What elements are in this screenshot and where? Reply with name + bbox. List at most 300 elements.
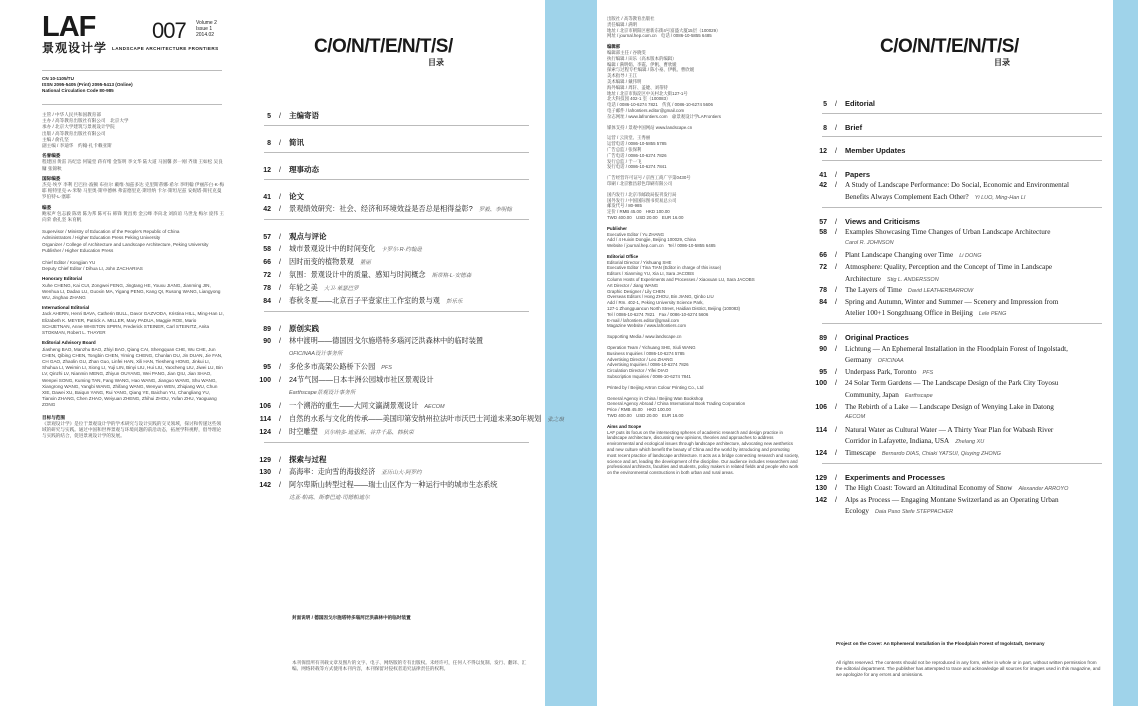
- page-number: 142: [259, 482, 271, 489]
- publisher-line: Circulation Director / Yifei DIAO: [607, 368, 669, 374]
- entry-author: Earthscape景观设计事务所: [289, 390, 356, 396]
- entry-title: Experiments and Processes: [845, 472, 946, 482]
- credit-line: 主编 / 俞孔坚: [42, 136, 69, 142]
- entry-author: Earthscape: [904, 393, 933, 399]
- page-number: 72: [263, 272, 271, 279]
- credit-line: 主管 / 中华人民共和国教育部: [42, 112, 101, 117]
- toc-entry: [808, 181, 1069, 189]
- toc-entry: [252, 244, 422, 254]
- slash-separator: /: [835, 474, 837, 482]
- toc-entry: [808, 298, 1058, 306]
- slash-separator: /: [279, 482, 281, 489]
- toc-entry: [252, 467, 422, 477]
- credit-line: 国际编委: [42, 175, 61, 181]
- entry-title: Member Updates: [845, 146, 906, 156]
- slash-separator: /: [835, 450, 837, 457]
- page-number: 129: [259, 457, 271, 464]
- entry-author: Lele PENG: [978, 311, 1007, 318]
- toc-entry: [808, 228, 1050, 236]
- slash-separator: /: [279, 403, 281, 410]
- credit-line: Administrators / Higher Education Press Peking University: [42, 235, 161, 241]
- page-number: 41: [263, 194, 271, 201]
- toc-entry-continued: [845, 309, 1006, 317]
- slash-separator: /: [279, 246, 281, 253]
- entry-title: Underpass Park, Toronto: [845, 367, 917, 376]
- publisher-line: Column Hosts of Experiments and Processes / Xiaoxuan LU, Sara JACOBS: [607, 277, 755, 283]
- toc-entry: [252, 270, 471, 280]
- section-divider: [264, 152, 529, 153]
- slash-separator: /: [835, 380, 837, 388]
- page-number: 100: [815, 380, 827, 388]
- toc-section-heading: [808, 170, 870, 179]
- publisher-line: Art Director / Jiang WANG: [607, 282, 659, 288]
- publisher-line: 邮发代号 / 80-985: [607, 203, 642, 209]
- publisher-line: LAF puts its focus on the intersecting spheres of academic research and design practice in landscape architecture, discussing new opinions, theories and approaches to address environmental and ecological issues through landscape architecture, advocating new aesthetics and new culture which benefit the beauty of China and the world by introducing and promoting most recent practice of landscape architecture. It acts as a bridge connecting research and society, science and art, leading the development of the discipline. Our audience includes researchers and professional architects, faculties and students, policy makers in related fields and people who work on the environmental constructions in both urban and rural areas.: [607, 429, 799, 476]
- credit-line: Chief Editor / Kongjian YU: [42, 260, 96, 266]
- credit-line: 名誉编委: [42, 153, 61, 159]
- contents-heading: C/O/N/T/E/N/T/S/: [880, 36, 1019, 57]
- publisher-line: 运营电话 / 0086-10-5855 5785: [607, 141, 667, 147]
- entry-title: The Rebirth of a Lake — Landscape Design of Wenying Lake in Datong: [845, 402, 1054, 411]
- page-number: 42: [819, 182, 827, 190]
- entry-author: Stig L. ANDERSSON: [886, 276, 939, 283]
- credit-line: 主办 / 高等教育出版社有限公司 北京大学: [42, 118, 129, 124]
- page-number: 57: [263, 234, 271, 241]
- page-number: 84: [263, 298, 271, 305]
- slash-separator: /: [835, 171, 837, 179]
- toc-entry: [252, 480, 497, 490]
- entry-title: Examples Showcasing Time Changes of Urban Landscape Architecture: [845, 228, 1051, 237]
- page-number: 106: [815, 403, 827, 411]
- page-number: 41: [819, 171, 827, 179]
- publisher-line: TWD 400.00 USD 20.00 EUR 16.00: [607, 214, 684, 220]
- slash-separator: /: [279, 338, 281, 345]
- entry-author: Bernardo DIAS, Chiaki YATSUI, Qiuying ZHONG: [881, 451, 1001, 457]
- publisher-line: Editorial Director / Yishuang SHE: [607, 259, 672, 265]
- page-number: 106: [259, 403, 271, 410]
- toc-entry: [808, 449, 1001, 457]
- publisher-line: 北大科技园 402-1 室（100083）: [607, 96, 671, 102]
- publisher-line: 出版社 / 高等教育出版社: [607, 16, 655, 21]
- publisher-line: Tel / 0086-10-6274 7821 Fax / 0086-10-6274 5606: [607, 311, 709, 317]
- publisher-line: Website / journal.hep.com.cn Tel / 0086-10-5855 6485: [607, 243, 716, 249]
- masthead-credits: [42, 112, 224, 439]
- entry-title: 氛围：景观设计中的质量、感知与时间概念: [289, 270, 426, 279]
- toc-entry: [808, 496, 1059, 504]
- entry-author: Zhelang XU: [955, 439, 985, 446]
- entry-title: 春秋冬夏——北京百子平壹家庄工作室的景与观: [289, 296, 440, 305]
- credit-line: Supervisor / Ministry of Education of the People's Republic of China: [42, 229, 180, 235]
- slash-separator: /: [835, 426, 837, 434]
- contents-subheading: 目录: [428, 58, 444, 67]
- entry-title: 观点与评论: [289, 232, 327, 241]
- entry-title: Alps as Process — Engaging Montane Switzerland as an Operating Urban: [845, 495, 1059, 504]
- publisher-line: 127-1 Zhongguancun North Street, Haidian District, Beijing (100083): [607, 306, 741, 312]
- slash-separator: /: [279, 259, 281, 266]
- publisher-line: 媒体支持 / 景观中国网站 www.landscape.cn: [607, 124, 693, 130]
- section-divider: [822, 463, 1102, 464]
- toc-section-heading: [252, 231, 327, 242]
- toc-entry: [808, 263, 1052, 271]
- toc-entry: [808, 484, 1068, 492]
- contents-heading: C/O/N/T/E/N/T/S/: [314, 36, 453, 57]
- toc-entry-continued: [845, 507, 953, 515]
- entry-title-line2: Atelier 100+1 Songzhuang Office in Beijing: [845, 309, 973, 318]
- page-number: 5: [823, 101, 827, 108]
- toc-entry-continued: [289, 493, 370, 501]
- entry-title: Natural Water as Cultural Water — A Thirty Year Plan for Wabash River: [845, 425, 1054, 434]
- entry-author: 张之琅: [547, 417, 564, 423]
- publisher-line: 广告总监 / 张保利: [607, 146, 642, 152]
- toc-section-heading: [252, 137, 304, 148]
- publisher-line: Price / RMB 45.00 HKD 100.00: [607, 407, 671, 413]
- publisher-line: 发行电话 / 0086-10-6274 7841: [607, 164, 667, 170]
- slash-separator: /: [279, 167, 281, 174]
- publisher-line: Executive Editor / Yu ZHANG: [607, 231, 665, 237]
- contents-subheading: 目录: [994, 58, 1010, 67]
- slash-separator: /: [835, 298, 837, 306]
- publisher-line: Business Inquiries / 0086-10-6274 5785: [607, 350, 685, 356]
- toc-entry: [252, 296, 462, 306]
- toc-entry-continued: [845, 240, 894, 246]
- toc-entry: [808, 345, 1068, 353]
- publisher-line: 网址 / journal.hep.com.cn 电话 / 0086-10-5855 6485: [607, 33, 712, 39]
- slash-separator: /: [279, 298, 281, 305]
- toc-entry: [252, 375, 434, 385]
- slash-separator: /: [835, 182, 837, 190]
- page-number: 78: [819, 287, 827, 295]
- copyright-note: All rights reserved. The contents should not be reproduced in any form, either in whole or in part, without written permission from the editorial department. The publisher has attempted to trace and acknowledge all sources for images used in this magazine, and we apologize for any errors and omissions.: [836, 660, 1101, 678]
- slash-separator: /: [279, 377, 281, 384]
- entry-title-line2: Benefits Always Complement Each Other?: [845, 193, 969, 201]
- blue-margin-right: [1113, 0, 1138, 706]
- section-divider: [264, 442, 529, 443]
- publisher-line: Subscription Inquiries / 0086-10-6274 7841: [607, 374, 691, 380]
- publisher-info: [607, 16, 799, 476]
- slash-separator: /: [279, 416, 281, 423]
- publisher-line: General Agency in China / Beijing Wan Bookshop: [607, 395, 704, 401]
- entry-title-line2: Corridor in Lafayette, Indiana, USA: [845, 437, 950, 446]
- slash-separator: /: [279, 457, 281, 464]
- credit-line: 副主编 / 李迪华 约翰·扎卡赖亚斯: [42, 143, 112, 149]
- publisher-line: E-mail / lafrontiers.editor@gmail.com: [607, 317, 680, 323]
- publisher-line: 地址 / 北京市朝阳区惠新东街4号富盛大厦15层（100029）: [607, 27, 721, 33]
- toc-section-heading: [252, 454, 327, 465]
- publisher-line: 国外发行 / 中国国际图书贸易总公司: [607, 197, 677, 203]
- slash-separator: /: [835, 264, 837, 271]
- credit-line: Jack AHERN, Henri BAVA, Catherin BULL, Davor GAZVODA, Kristina HILL, Ming-Han LI, Elizabeth K. MEYER, Patrick A. MILLER, Mary PADUA, Maggie ROE, Mario SCHJETNAN, Anne WHISTON SPIRN, Frederick STEINER, Carl STEINITZ, Anita STOKMAN, Robert L. THAYER: [42, 311, 224, 336]
- credit-line: Editorial Advisory Board: [42, 340, 96, 346]
- entry-author: 达亚·帕高、斯泰巴迪·司德帕迪尔: [289, 495, 370, 501]
- toc-entry-continued: [289, 388, 355, 396]
- page-number: 89: [263, 326, 271, 333]
- entry-author: 董丽: [359, 260, 371, 266]
- entry-title: 时空雕塑: [289, 427, 318, 436]
- publisher-line: Editors / Xianming YU, Xia LI, Sara JACOBS: [607, 271, 695, 277]
- slash-separator: /: [835, 485, 837, 493]
- credit-line: 《景观设计学》是位于景观设计学的学术研究与设计实践的交叉领域，探讨和传递这些领域的研究与实践。通过中国和世界景观与环境问题的前沿动态，拓展学科视野，倡导理论与实践的结合，促进景观设计学的发展。: [42, 420, 222, 439]
- page-number: 130: [815, 485, 827, 493]
- publisher-line: Magazine Website / www.lafrontiers.com: [607, 323, 686, 329]
- publisher-line: 国内发行 / 北京市邮政局报刊发行局: [607, 191, 677, 197]
- entry-author: 罗毅、李明翰: [478, 207, 512, 213]
- entry-author: OFICINAA: [877, 358, 904, 365]
- entry-author: Li DONG: [959, 253, 982, 260]
- entry-author: 亚历山大·阿罗约: [381, 470, 422, 476]
- slash-separator: /: [279, 113, 281, 120]
- toc-entry: [252, 414, 564, 424]
- entry-title: Editorial: [845, 99, 876, 108]
- page-number: 57: [819, 218, 827, 226]
- page-number: 124: [259, 429, 271, 436]
- entry-title: 多伦多市高架公路桥下公园: [289, 362, 376, 371]
- entry-author: 大卫·莱瑟巴罗: [323, 286, 359, 292]
- divider: [42, 70, 222, 71]
- publisher-line: 印刷 / 北京雅昌彩色印刷有限公司: [607, 180, 673, 186]
- toc-entry-continued: [845, 193, 1025, 201]
- cover-note: 封面说明 / 德国因戈尔施塔特多瑙河泛洪森林中的临时装置: [292, 615, 411, 620]
- publisher-line: 发行总监 / 于一飞: [607, 158, 642, 164]
- toc-entry: [252, 257, 371, 267]
- entry-title: A Study of Landscape Performance: Do Social, Economic and Environmental: [845, 181, 1069, 190]
- credit-line: 编委: [42, 204, 52, 210]
- slash-separator: /: [835, 148, 837, 156]
- slash-separator: /: [835, 101, 837, 108]
- entry-author: 彭乐乐: [445, 299, 463, 305]
- toc-section-heading: [252, 164, 319, 175]
- credit-line: 鲍家声 包志毅 陈勇 陈为邦 陈可石 韩锋 黄昌勇 金云峰 李向北 刘滨谊 马世龙 梅尔 庞伟 王向荣 俞孔坚 朱育帆: [42, 210, 224, 223]
- publisher-line: 责任编辑 / 满明: [607, 21, 638, 27]
- publisher-line: Overseas Editors / Hong ZHOU, Bin JIANG, Qinbo LIU: [607, 294, 714, 300]
- publisher-line: Publisher: [607, 225, 628, 231]
- contents-page-chinese: [238, 0, 564, 706]
- toc-section-heading: [808, 123, 862, 132]
- toc-section-heading: [808, 473, 945, 482]
- publisher-line: 定价 / RMB 45.00 HKD 100.00: [607, 209, 670, 215]
- slash-separator: /: [835, 218, 837, 226]
- toc-section-heading: [252, 110, 319, 121]
- logo: LAF: [42, 11, 96, 43]
- issue-number: 007: [152, 18, 186, 43]
- section-divider: [822, 207, 1102, 208]
- slash-separator: /: [279, 469, 281, 476]
- slash-separator: /: [835, 124, 837, 132]
- credit-line: Organizer / College of Architecture and Landscape Architecture, Peking University: [42, 241, 209, 247]
- entry-author: Alexander ARROYO: [1018, 486, 1069, 493]
- entry-title: Spring and Autumn, Winter and Summer — Scenery and Impression from: [845, 297, 1059, 306]
- publisher-line: 杂志网址 / www.lafrontiers.com @景观设计学LAFrontiers: [607, 113, 721, 119]
- page-number: 142: [815, 496, 827, 504]
- publisher-line: 编辑 / 满明娟、李霞、伊帆、曹欣媛: [607, 61, 677, 67]
- entry-author: Daia Paso Stefe STEPPACHER: [874, 509, 954, 516]
- slash-separator: /: [835, 252, 837, 260]
- registration: [42, 76, 224, 95]
- entry-author: David LEATHERBARROW: [907, 288, 974, 295]
- slash-separator: /: [835, 403, 837, 411]
- page-number: 129: [815, 474, 827, 482]
- english-title: LANDSCAPE ARCHITECTURE FRONTIERS: [112, 46, 219, 51]
- credit-line: 出版 / 高等教育出版社有限公司: [42, 130, 106, 136]
- entry-author: AECOM: [424, 404, 445, 410]
- publisher-line: General Agency Abroad / China International Book Trading Corporation: [607, 401, 746, 407]
- publisher-line: Add / 4 Huixin Dongjie, Beijing 100029, China: [607, 237, 696, 243]
- entry-title: Atmosphere: Quality, Perception and the Concept of Time in Landscape: [845, 263, 1053, 271]
- page-number: 12: [819, 148, 827, 156]
- page-number: 8: [823, 124, 827, 132]
- slash-separator: /: [279, 206, 281, 213]
- toc-entry: [252, 283, 359, 293]
- entry-title: Timescape: [845, 449, 876, 457]
- section-divider: [822, 323, 1102, 324]
- toc-entry: [252, 362, 392, 372]
- entry-title-line2: Germany: [845, 356, 872, 365]
- blue-margin-left: [545, 0, 597, 706]
- entry-title: 因时而变的植物景观: [289, 257, 354, 266]
- toc-entry: [808, 368, 933, 376]
- entry-title-line2: Ecology: [845, 507, 869, 516]
- page-number: 5: [267, 113, 271, 120]
- publisher-line: Advertising Director / Leo ZHANG: [607, 356, 673, 362]
- credit-line: Jiasheng BAO, Manzhu BAO, Zhiyi BAO, Qiang CAI, Shengquan CHE, Wu CHE, Jun CHEN, Qibing CHEN, Tongbin CHEN, Yiming CHENG, Chunlan DU, Jin DUAN, Jie FAN, CH GAO, Zhaolin GU, Zhan Guo, Linfei HAN, Xili HAN, Tiesheng HONG, Jinkui LI, Shuhua LI, Weimin LI, Xiong LI, Yuji LIN, Binyi LIU, Hui LIU, Yaocheng LIU, Jiwei LU, Bin LV, Qinzhi LV, Nianmin MENG, Zhiyun OUYANG, Wei PANG, Jian QIU, Jian SHAO, Wenpei SONG, Kuming TAN, Fang WANG, Hao WANG, Jianguo WANG, Shu WANG, Xiangrong WANG, Yangbi WANG, Zhifang WANG, Wenyun WEN, Zhiqiang WU, Chun XIE, Dawei XU, Baiqun YANG, Rui YANG, Qiang YE, Baichun YU, Changliang YU, Tianxin ZHANG, Chen ZHAO, Weiyuan ZHENG, Zhihui ZHOU, Yufan ZHU, Yaoguang ZONG: [42, 346, 223, 408]
- page-number: 66: [819, 252, 827, 260]
- slash-separator: /: [835, 496, 837, 504]
- toc-entry: [808, 403, 1054, 411]
- toc-entry: [808, 426, 1053, 434]
- logo-subtitle: 景观设计学: [42, 41, 108, 55]
- page-number: 100: [259, 377, 271, 384]
- credit-line: Honorary Editorial: [42, 276, 83, 282]
- page-number: 78: [263, 285, 271, 292]
- page-number: 95: [263, 364, 271, 371]
- entry-title: 城市景观设计中的时间变化: [289, 244, 376, 253]
- publisher-line: 广告经营许可证号 / 京西工商广字第0430号: [607, 175, 691, 181]
- masthead-column: [0, 0, 238, 706]
- toc-section-heading: [808, 217, 920, 226]
- toc-entry: [808, 286, 973, 294]
- section-divider: [264, 179, 529, 180]
- entry-author: 卡罗尔·R·约翰逊: [381, 247, 422, 253]
- credit-line: 目标与范围: [42, 414, 65, 420]
- publisher-line: 广告电话 / 0086-10-6274 7826: [607, 152, 667, 158]
- page-number: 114: [815, 426, 827, 434]
- page-number: 90: [819, 345, 827, 353]
- toc-entry: [808, 379, 1058, 387]
- publisher-line: Add / Rm. 402-1, Peking University Science Park,: [607, 300, 704, 306]
- entry-title: The High Coast: Toward an Altitudinal Economy of Snow: [845, 484, 1013, 493]
- toc-entry-continued: [845, 391, 933, 399]
- publisher-line: Graphic Designer / Lily CHEN: [607, 288, 666, 294]
- publisher-line: 运营 / 云顶堂、王秀丽: [607, 135, 651, 141]
- entry-title: 论文: [289, 192, 304, 201]
- section-divider: [822, 113, 1102, 114]
- page-number: 58: [819, 229, 827, 237]
- entry-title: 探索与过程: [289, 455, 327, 464]
- publisher-line: 地址 / 北京市海淀区中关村北大街127-1号: [607, 90, 688, 96]
- page-number: 42: [263, 206, 271, 213]
- volume: Volume 2: [196, 20, 217, 26]
- slash-separator: /: [835, 229, 837, 237]
- entry-author: PFS: [922, 369, 934, 376]
- entry-author: Yi LUO, Ming-Han LI: [974, 195, 1026, 201]
- publisher-line: 探索与过程专栏编辑 / 陈小豪、伊帆、曹欣媛: [607, 67, 695, 73]
- section-divider: [822, 136, 1102, 137]
- entry-title: 阿尔卑斯山转型过程——瑞士山区作为一种运行中的城市生态系统: [289, 480, 498, 489]
- entry-title: Original Practices: [845, 333, 909, 342]
- page-number: 89: [819, 335, 827, 342]
- entry-title: Lichtung — An Ephemeral Installation in the Floodplain Forest of Ingolstadt,: [845, 344, 1068, 353]
- volume-info: [196, 20, 217, 38]
- page-number: 90: [263, 338, 271, 345]
- publisher-line: 海外编辑 / 周轩、盖婕、刘蒂特: [607, 84, 668, 90]
- toc-entry: [252, 204, 512, 214]
- credit-line: Publisher / Higher Education Press: [42, 247, 114, 253]
- publisher-line: 执行编辑 / 田乐（高本版本的编辑）: [607, 55, 677, 61]
- section-divider: [822, 160, 1102, 161]
- entry-author: OFICINAA设计事务所: [289, 351, 343, 357]
- toc-entry-continued: [845, 414, 865, 420]
- toc-entry: [252, 401, 445, 411]
- credit-line: Xuhe CHENG, Kai CUI, Zongwei FENG, Jingtang HE, Youxu JIANG, Jianming JIN, Wenhua LI, Dadao LU, Guoxin MA, Yigang PENG, Kang QI, Rusong WANG, Liangyong WU, Jinghao ZHANG: [42, 282, 221, 301]
- divider: [42, 104, 222, 105]
- entry-title: 简讯: [289, 138, 304, 147]
- credit-line: 杰克·埃亨 李利 巴巴拉·波顿 布拉尔 戴维·加兹多达 克里斯蒂娜·希尔 李明翰 伊丽莎白·K·梅耶 帕特里克·A·米勒 马里奥·斯申德林 弗雷德里克·斯坦纳 卡尔·斯坦尼兹 安妮塔·斯托克曼 罗伯特·L·塞耶: [42, 182, 224, 200]
- entry-author: 贝尔纳多·迪亚斯、谷井千晶、韩秋荣: [323, 430, 414, 436]
- entry-title: 年轮之美: [289, 283, 318, 292]
- cover-note: Project on the Cover: An Ephemeral Installation in the Floodplain Forest of Ingolstadt, Germany: [836, 641, 1045, 646]
- entry-title: Plant Landscape Changing over Time: [845, 251, 954, 260]
- publisher-line: TWD 400.00 USD 20.00 EUR 16.00: [607, 413, 684, 419]
- entry-title: 原创实践: [289, 324, 319, 333]
- entry-title-line2: Architecture: [845, 274, 881, 283]
- page-number: 124: [815, 450, 827, 457]
- page-number: 72: [819, 264, 827, 271]
- publisher-column: [597, 0, 808, 706]
- toc-entry-continued: [289, 349, 342, 357]
- section-divider: [264, 125, 529, 126]
- publisher-line: 美术编辑 / 戴伟明: [607, 78, 642, 84]
- entry-title: 自然的水系与文化的传承——美国印第安纳州拉法叶市沃巴士河道未来30年规划: [289, 414, 542, 423]
- page-number: 8: [267, 140, 271, 147]
- slash-separator: /: [835, 287, 837, 295]
- publisher-line: 编辑部主任 / 谷晓雯: [607, 49, 646, 55]
- credit-line: International Editorial: [42, 305, 90, 311]
- entry-title: Views and Criticisms: [845, 216, 920, 226]
- publisher-line: 电子邮件 / lafrontiers.editor@gmail.com: [607, 107, 685, 113]
- page-number: 84: [819, 298, 827, 306]
- entry-title: 24 Solar Term Gardens — The Landscape Design of the Park City Toyosu: [845, 379, 1059, 388]
- cn-number: CN 10-1105/TU: [42, 76, 74, 81]
- circulation-code: National Circulation Code 80-985: [42, 88, 114, 94]
- entry-title: 主编寄语: [289, 111, 319, 120]
- publisher-line: Printed by / Beijing Artron Colour Printing Co., Ltd: [607, 384, 704, 390]
- entry-title-line2: Community, Japan: [845, 391, 899, 399]
- publisher-line: 编辑部: [607, 44, 621, 50]
- publisher-line: Advertising Inquiries / 0086-10-6274 7826: [607, 362, 689, 368]
- slash-separator: /: [279, 285, 281, 292]
- entry-title: 一个溯浴的重生——大同文瀛湖景观设计: [289, 401, 419, 410]
- entry-title: Brief: [845, 122, 863, 132]
- slash-separator: /: [835, 345, 837, 353]
- slash-separator: /: [279, 194, 281, 201]
- toc-section-heading: [252, 191, 304, 202]
- publisher-line: Editorial Office: [607, 253, 639, 259]
- publisher-line: Operation Team / Yichuang SHE, Xiuli WANG: [607, 345, 696, 351]
- toc-entry-continued: [845, 437, 984, 445]
- toc-entry: [808, 251, 982, 259]
- slash-separator: /: [279, 364, 281, 371]
- toc-section-heading: [808, 99, 875, 108]
- page-number: 95: [819, 368, 827, 376]
